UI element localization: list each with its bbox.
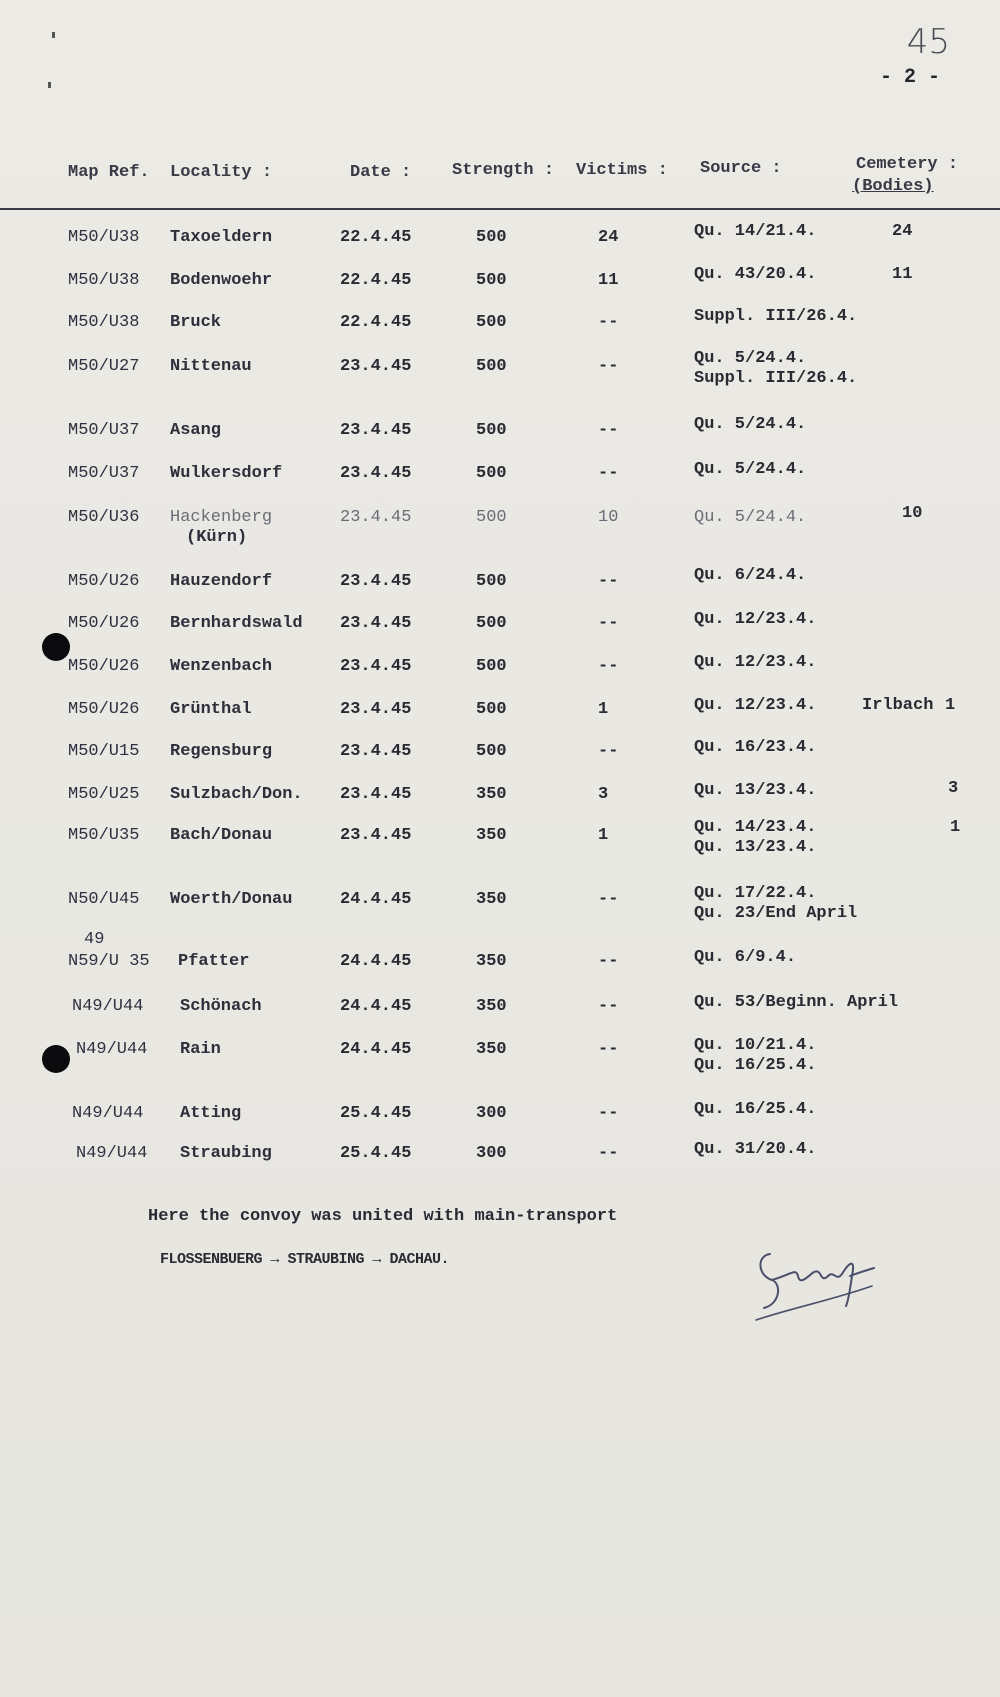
- table-row: [0, 818, 1000, 886]
- locality-cell: Bach/Donau: [170, 826, 273, 845]
- map-ref-cell: M50/U37: [68, 464, 140, 483]
- source-cell: [694, 818, 816, 858]
- map-ref-cell: N50/U45: [68, 890, 140, 909]
- table-header: [0, 155, 1000, 201]
- locality-cell: Straubing: [180, 1144, 272, 1163]
- source-line-1: Qu. 5/24.4.: [694, 349, 807, 368]
- victims-cell: --: [598, 464, 619, 483]
- table-row: [0, 415, 1000, 463]
- source-cell: [694, 1036, 816, 1076]
- source-cell: Qu. 14/21.4.: [694, 222, 817, 241]
- cemetery-bodies-cell: 10: [902, 504, 923, 523]
- date-cell: 22.4.45: [340, 271, 412, 290]
- table-row: [0, 504, 1000, 568]
- source-cell: Suppl. III/26.4.: [694, 307, 858, 326]
- date-cell: 24.4.45: [340, 890, 412, 909]
- cemetery-name-cell: Irlbach: [862, 696, 934, 715]
- locality-line-1: Hackenberg: [170, 508, 273, 527]
- table-row: [0, 460, 1000, 506]
- strength-cell: 350: [476, 1040, 507, 1059]
- date-cell: 23.4.45: [340, 508, 412, 527]
- table-row: [0, 884, 1000, 950]
- source-cell: Qu. 16/25.4.: [694, 1100, 817, 1119]
- victims-cell: --: [598, 890, 619, 909]
- locality-cell: Taxoeldern: [170, 228, 273, 247]
- table-row: [0, 738, 1000, 784]
- victims-cell: --: [598, 572, 619, 591]
- page-number: - 2 -: [879, 66, 940, 89]
- map-ref-cell: N49/U44: [72, 1104, 144, 1123]
- table-row: [0, 653, 1000, 699]
- header-strength: Strength :: [452, 161, 555, 180]
- strength-cell: 350: [476, 952, 507, 971]
- locality-cell: [170, 508, 272, 548]
- cemetery-bodies-cell: 24: [892, 222, 913, 241]
- locality-cell: Regensburg: [170, 742, 273, 761]
- locality-cell: Sulzbach/Don.: [170, 785, 303, 804]
- source-line-2: Qu. 16/25.4.: [694, 1056, 817, 1075]
- victims-cell: 1: [598, 700, 609, 719]
- source-line-2: Suppl. III/26.4.: [694, 369, 858, 388]
- map-ref-correction: 49: [84, 930, 105, 949]
- source-cell: [694, 884, 857, 924]
- table-row: [0, 222, 1000, 270]
- source-line-2: Qu. 13/23.4.: [694, 838, 817, 857]
- header-date: Date :: [350, 163, 412, 182]
- source-cell: Qu. 16/23.4.: [694, 738, 817, 757]
- map-ref-cell: M50/U26: [68, 614, 140, 633]
- map-ref-cell: M50/U38: [68, 271, 140, 290]
- strength-cell: 500: [476, 700, 507, 719]
- header-bodies: (Bodies): [852, 177, 934, 196]
- victims-cell: 10: [598, 508, 619, 527]
- victims-cell: --: [598, 997, 619, 1016]
- cemetery-bodies-cell: 3: [948, 779, 959, 798]
- source-cell: [694, 349, 857, 389]
- header-locality: Locality :: [170, 163, 273, 182]
- date-cell: 23.4.45: [340, 464, 412, 483]
- victims-cell: --: [598, 421, 619, 440]
- strength-cell: 500: [476, 313, 507, 332]
- handwritten-signature: [752, 1246, 882, 1326]
- table-row: [0, 349, 1000, 417]
- date-cell: 23.4.45: [340, 700, 412, 719]
- source-cell: Qu. 53/Beginn. April: [694, 993, 899, 1012]
- strength-cell: 500: [476, 228, 507, 247]
- victims-cell: --: [598, 1104, 619, 1123]
- source-line-1: Qu. 10/21.4.: [694, 1036, 817, 1055]
- date-cell: 23.4.45: [340, 614, 412, 633]
- source-cell: Qu. 5/24.4.: [694, 460, 807, 479]
- victims-cell: --: [598, 357, 619, 376]
- ink-mark: [48, 82, 51, 88]
- victims-cell: --: [598, 742, 619, 761]
- strength-cell: 350: [476, 826, 507, 845]
- date-cell: 24.4.45: [340, 952, 412, 971]
- map-ref-cell: M50/U26: [68, 657, 140, 676]
- cemetery-bodies-cell: 1: [950, 818, 961, 837]
- locality-cell: Pfatter: [178, 952, 250, 971]
- victims-cell: 24: [598, 228, 619, 247]
- map-ref-cell: M50/U38: [68, 313, 140, 332]
- strength-cell: 350: [476, 890, 507, 909]
- source-cell: Qu. 31/20.4.: [694, 1140, 817, 1159]
- victims-cell: 3: [598, 785, 609, 804]
- locality-cell: Wenzenbach: [170, 657, 273, 676]
- punch-hole: [42, 633, 70, 661]
- source-line-2: Qu. 23/End April: [694, 904, 858, 923]
- victims-cell: 1: [598, 826, 609, 845]
- source-cell: Qu. 12/23.4.: [694, 696, 817, 715]
- punch-hole: [42, 1045, 70, 1073]
- victims-cell: --: [598, 1040, 619, 1059]
- victims-cell: --: [598, 1144, 619, 1163]
- map-ref-cell: M50/U35: [68, 826, 140, 845]
- locality-cell: Woerth/Donau: [170, 890, 293, 909]
- date-cell: 23.4.45: [340, 826, 412, 845]
- strength-cell: 500: [476, 508, 507, 527]
- source-cell: Qu. 43/20.4.: [694, 265, 817, 284]
- map-ref-cell: M50/U37: [68, 421, 140, 440]
- map-ref-cell: N49/U44: [72, 997, 144, 1016]
- strength-cell: 350: [476, 997, 507, 1016]
- cemetery-bodies-cell: 1: [945, 696, 956, 715]
- date-cell: 23.4.45: [340, 657, 412, 676]
- header-cemetery: Cemetery :: [856, 155, 959, 174]
- table-row: [0, 1140, 1000, 1186]
- table-row: [0, 779, 1000, 827]
- date-cell: 23.4.45: [340, 742, 412, 761]
- strength-cell: 500: [476, 421, 507, 440]
- map-ref-cell: M50/U27: [68, 357, 140, 376]
- source-line-1: Qu. 17/22.4.: [694, 884, 817, 903]
- source-line-1: Qu. 14/23.4.: [694, 818, 817, 837]
- table-row: [0, 930, 1000, 994]
- locality-cell: Bruck: [170, 313, 222, 332]
- locality-cell: Schönach: [180, 997, 262, 1016]
- victims-cell: 11: [598, 271, 619, 290]
- table-row: [0, 566, 1000, 614]
- ink-mark: [52, 32, 55, 38]
- cemetery-bodies-cell: 11: [892, 265, 913, 284]
- strength-cell: 500: [476, 657, 507, 676]
- date-cell: 23.4.45: [340, 572, 412, 591]
- table-row: [0, 1100, 1000, 1146]
- strength-cell: 500: [476, 357, 507, 376]
- date-cell: 24.4.45: [340, 997, 412, 1016]
- victims-cell: --: [598, 614, 619, 633]
- locality-cell: Bodenwoehr: [170, 271, 273, 290]
- date-cell: 23.4.45: [340, 785, 412, 804]
- date-cell: 23.4.45: [340, 421, 412, 440]
- folio-number: 45: [906, 22, 950, 62]
- map-ref-cell: M50/U26: [68, 572, 140, 591]
- victims-cell: --: [598, 313, 619, 332]
- strength-cell: 300: [476, 1104, 507, 1123]
- strength-cell: 500: [476, 742, 507, 761]
- header-rule: [0, 208, 1000, 210]
- source-cell: Qu. 5/24.4.: [694, 415, 807, 434]
- source-cell: Qu. 5/24.4.: [694, 508, 807, 527]
- map-ref-cell: N49/U44: [76, 1040, 148, 1059]
- strength-cell: 500: [476, 464, 507, 483]
- victims-cell: --: [598, 657, 619, 676]
- map-ref-cell: M50/U36: [68, 508, 140, 527]
- date-cell: 25.4.45: [340, 1144, 412, 1163]
- strength-cell: 500: [476, 614, 507, 633]
- strength-cell: 350: [476, 785, 507, 804]
- locality-cell: Atting: [180, 1104, 242, 1123]
- header-source: Source :: [700, 159, 782, 178]
- locality-cell: Grünthal: [170, 700, 252, 719]
- locality-cell: Bernhardswald: [170, 614, 303, 633]
- header-victims: Victims :: [576, 161, 668, 180]
- strength-cell: 500: [476, 572, 507, 591]
- locality-line-2: (Kürn): [186, 528, 248, 547]
- victims-cell: --: [598, 952, 619, 971]
- header-map-ref: Map Ref.: [68, 163, 150, 182]
- date-cell: 23.4.45: [340, 357, 412, 376]
- table-row: [0, 1036, 1000, 1100]
- source-cell: Qu. 12/23.4.: [694, 610, 817, 629]
- footer-route: FLOSSENBUERG → STRAUBING → DACHAU.: [160, 1251, 450, 1268]
- map-ref-cell: M50/U38: [68, 228, 140, 247]
- source-cell: Qu. 12/23.4.: [694, 653, 817, 672]
- date-cell: 24.4.45: [340, 1040, 412, 1059]
- date-cell: 22.4.45: [340, 313, 412, 332]
- table-row: [0, 696, 1000, 742]
- date-cell: 22.4.45: [340, 228, 412, 247]
- footer-note: Here the convoy was united with main-transport: [148, 1207, 618, 1226]
- map-ref-cell: M50/U26: [68, 700, 140, 719]
- locality-cell: Wulkersdorf: [170, 464, 283, 483]
- strength-cell: 500: [476, 271, 507, 290]
- locality-cell: Nittenau: [170, 357, 252, 376]
- table-row: [0, 610, 1000, 656]
- locality-cell: Asang: [170, 421, 222, 440]
- strength-cell: 300: [476, 1144, 507, 1163]
- map-ref-cell: N49/U44: [76, 1144, 148, 1163]
- source-cell: Qu. 13/23.4.: [694, 781, 817, 800]
- source-cell: Qu. 6/24.4.: [694, 566, 807, 585]
- date-cell: 25.4.45: [340, 1104, 412, 1123]
- map-ref-cell: N59/U 35: [68, 952, 150, 971]
- map-ref-cell: M50/U15: [68, 742, 140, 761]
- map-ref-cell: M50/U25: [68, 785, 140, 804]
- table-row: [0, 993, 1000, 1039]
- source-cell: Qu. 6/9.4.: [694, 948, 797, 967]
- locality-cell: Rain: [180, 1040, 221, 1059]
- locality-cell: Hauzendorf: [170, 572, 273, 591]
